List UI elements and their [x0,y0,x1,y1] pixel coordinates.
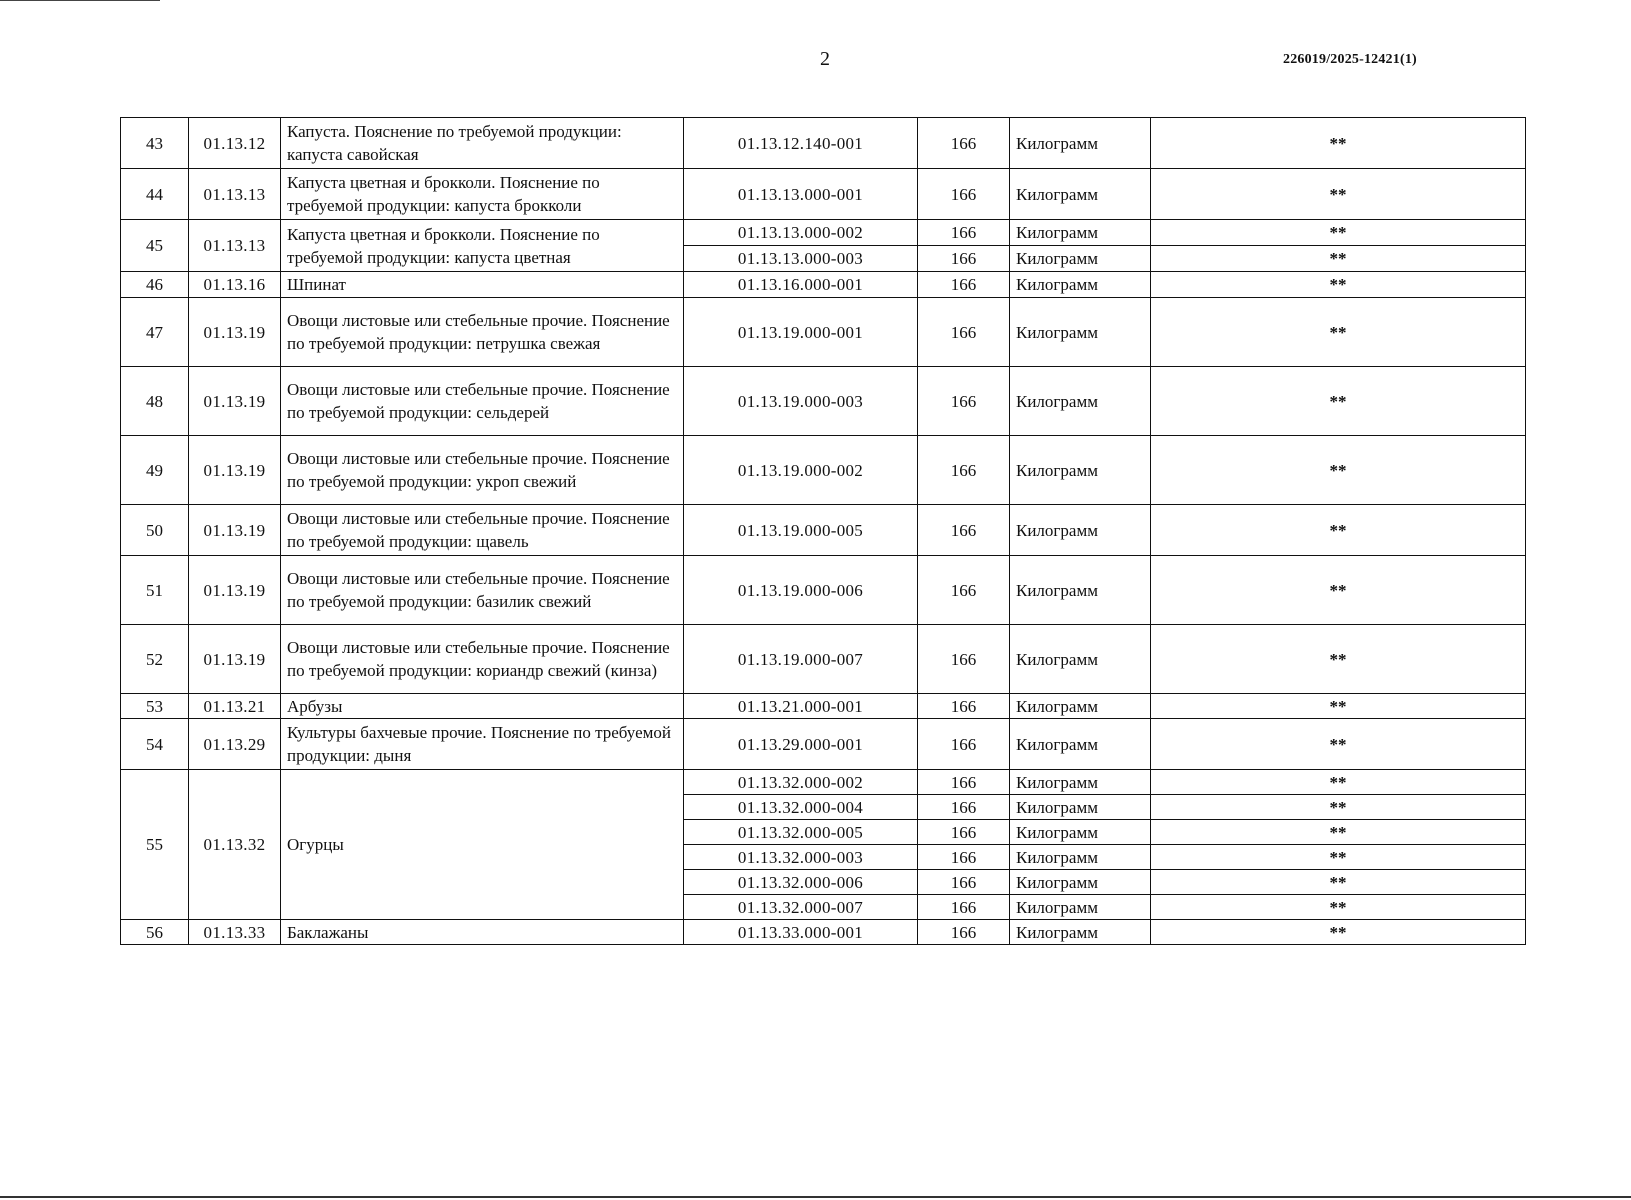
okei-code: 166 [918,220,1010,246]
okei-code: 166 [918,169,1010,220]
okei-code: 166 [918,298,1010,367]
unit-name: Килограмм [1010,895,1151,920]
quantity-mark: ** [1151,272,1526,298]
quantity-mark: ** [1151,795,1526,820]
row-number: 52 [121,625,189,694]
okpd2-code: 01.13.19 [189,505,281,556]
quantity-mark: ** [1151,719,1526,770]
okei-code: 166 [918,367,1010,436]
unit-name: Килограмм [1010,436,1151,505]
table-row [121,694,1526,719]
ktru-code: 01.13.32.000-006 [684,870,918,895]
product-name: Овощи листовые или стебельные прочие. Пояснение по требуемой продукции: кориандр свежий (кинза) [281,625,684,694]
table-row [121,625,1526,694]
row-number: 48 [121,367,189,436]
okei-code: 166 [918,895,1010,920]
okei-code: 166 [918,505,1010,556]
unit-name: Килограмм [1010,169,1151,220]
product-name: Культуры бахчевые прочие. Пояснение по требуемой продукции: дыня [281,719,684,770]
table-row [121,770,1526,795]
ktru-code: 01.13.32.000-003 [684,845,918,870]
page-number: 2 [820,48,830,70]
row-number: 51 [121,556,189,625]
okpd2-code: 01.13.29 [189,719,281,770]
unit-name: Килограмм [1010,694,1151,719]
okpd2-code: 01.13.12 [189,118,281,169]
okpd2-code: 01.13.21 [189,694,281,719]
ktru-code: 01.13.21.000-001 [684,694,918,719]
okei-code: 166 [918,625,1010,694]
ktru-code: 01.13.12.140-001 [684,118,918,169]
okpd2-code: 01.13.19 [189,298,281,367]
ktru-code: 01.13.33.000-001 [684,920,918,945]
product-name: Овощи листовые или стебельные прочие. Пояснение по требуемой продукции: базилик свежий [281,556,684,625]
okei-code: 166 [918,920,1010,945]
table-row [121,436,1526,505]
ktru-code: 01.13.13.000-002 [684,220,918,246]
okpd2-code: 01.13.19 [189,367,281,436]
okei-code: 166 [918,246,1010,272]
unit-name: Килограмм [1010,298,1151,367]
okpd2-code: 01.13.13 [189,220,281,272]
product-name: Капуста цветная и брокколи. Пояснение по требуемой продукции: капуста цветная [281,220,684,272]
ktru-code: 01.13.16.000-001 [684,272,918,298]
quantity-mark: ** [1151,505,1526,556]
quantity-mark: ** [1151,920,1526,945]
unit-name: Килограмм [1010,795,1151,820]
ktru-code: 01.13.32.000-005 [684,820,918,845]
ktru-code: 01.13.32.000-002 [684,770,918,795]
document-reference: 226019/2025-12421(1) [1283,52,1417,67]
unit-name: Килограмм [1010,220,1151,246]
unit-name: Килограмм [1010,870,1151,895]
okei-code: 166 [918,845,1010,870]
product-name: Овощи листовые или стебельные прочие. Пояснение по требуемой продукции: щавель [281,505,684,556]
okpd2-code: 01.13.33 [189,920,281,945]
quantity-mark: ** [1151,169,1526,220]
ktru-code: 01.13.13.000-003 [684,246,918,272]
quantity-mark: ** [1151,246,1526,272]
quantity-mark: ** [1151,895,1526,920]
unit-name: Килограмм [1010,920,1151,945]
product-name: Овощи листовые или стебельные прочие. Пояснение по требуемой продукции: укроп свежий [281,436,684,505]
products-table [120,117,1526,945]
unit-name: Килограмм [1010,770,1151,795]
ktru-code: 01.13.19.000-006 [684,556,918,625]
product-name: Овощи листовые или стебельные прочие. Пояснение по требуемой продукции: петрушка свежая [281,298,684,367]
ktru-code: 01.13.19.000-007 [684,625,918,694]
scan-edge-line [0,0,160,1]
okei-code: 166 [918,436,1010,505]
row-number: 54 [121,719,189,770]
unit-name: Килограмм [1010,505,1151,556]
table-row [121,298,1526,367]
row-number: 45 [121,220,189,272]
okpd2-code: 01.13.19 [189,556,281,625]
ktru-code: 01.13.19.000-003 [684,367,918,436]
row-number: 50 [121,505,189,556]
unit-name: Килограмм [1010,367,1151,436]
unit-name: Килограмм [1010,719,1151,770]
table-row [121,505,1526,556]
ktru-code: 01.13.29.000-001 [684,719,918,770]
row-number: 43 [121,118,189,169]
table-row [121,367,1526,436]
quantity-mark: ** [1151,820,1526,845]
table-row [121,220,1526,246]
ktru-code: 01.13.19.000-001 [684,298,918,367]
okei-code: 166 [918,820,1010,845]
product-name: Шпинат [281,272,684,298]
okei-code: 166 [918,694,1010,719]
row-number: 44 [121,169,189,220]
ktru-code: 01.13.19.000-002 [684,436,918,505]
unit-name: Килограмм [1010,556,1151,625]
row-number: 49 [121,436,189,505]
okei-code: 166 [918,795,1010,820]
row-number: 56 [121,920,189,945]
okei-code: 166 [918,870,1010,895]
okei-code: 166 [918,272,1010,298]
okei-code: 166 [918,770,1010,795]
table-row [121,556,1526,625]
ktru-code: 01.13.32.000-007 [684,895,918,920]
ktru-code: 01.13.19.000-005 [684,505,918,556]
ktru-code: 01.13.32.000-004 [684,795,918,820]
quantity-mark: ** [1151,298,1526,367]
unit-name: Килограмм [1010,272,1151,298]
table-row [121,920,1526,945]
product-name: Капуста цветная и брокколи. Пояснение по требуемой продукции: капуста брокколи [281,169,684,220]
product-name: Капуста. Пояснение по требуемой продукции: капуста савойская [281,118,684,169]
quantity-mark: ** [1151,118,1526,169]
quantity-mark: ** [1151,870,1526,895]
okei-code: 166 [918,719,1010,770]
quantity-mark: ** [1151,367,1526,436]
okpd2-code: 01.13.32 [189,770,281,920]
quantity-mark: ** [1151,436,1526,505]
row-number: 55 [121,770,189,920]
unit-name: Килограмм [1010,118,1151,169]
quantity-mark: ** [1151,845,1526,870]
table-row [121,169,1526,220]
quantity-mark: ** [1151,556,1526,625]
table-row [121,272,1526,298]
okei-code: 166 [918,556,1010,625]
okpd2-code: 01.13.19 [189,625,281,694]
okpd2-code: 01.13.16 [189,272,281,298]
product-name: Огурцы [281,770,684,920]
unit-name: Килограмм [1010,246,1151,272]
ktru-code: 01.13.13.000-001 [684,169,918,220]
unit-name: Килограмм [1010,820,1151,845]
product-name: Арбузы [281,694,684,719]
scan-edge-line [0,1196,1631,1198]
product-name: Овощи листовые или стебельные прочие. Пояснение по требуемой продукции: сельдерей [281,367,684,436]
unit-name: Килограмм [1010,845,1151,870]
okpd2-code: 01.13.19 [189,436,281,505]
table-row [121,118,1526,169]
table-row [121,719,1526,770]
row-number: 53 [121,694,189,719]
quantity-mark: ** [1151,694,1526,719]
row-number: 46 [121,272,189,298]
unit-name: Килограмм [1010,625,1151,694]
quantity-mark: ** [1151,770,1526,795]
product-name: Баклажаны [281,920,684,945]
quantity-mark: ** [1151,625,1526,694]
okpd2-code: 01.13.13 [189,169,281,220]
quantity-mark: ** [1151,220,1526,246]
row-number: 47 [121,298,189,367]
okei-code: 166 [918,118,1010,169]
